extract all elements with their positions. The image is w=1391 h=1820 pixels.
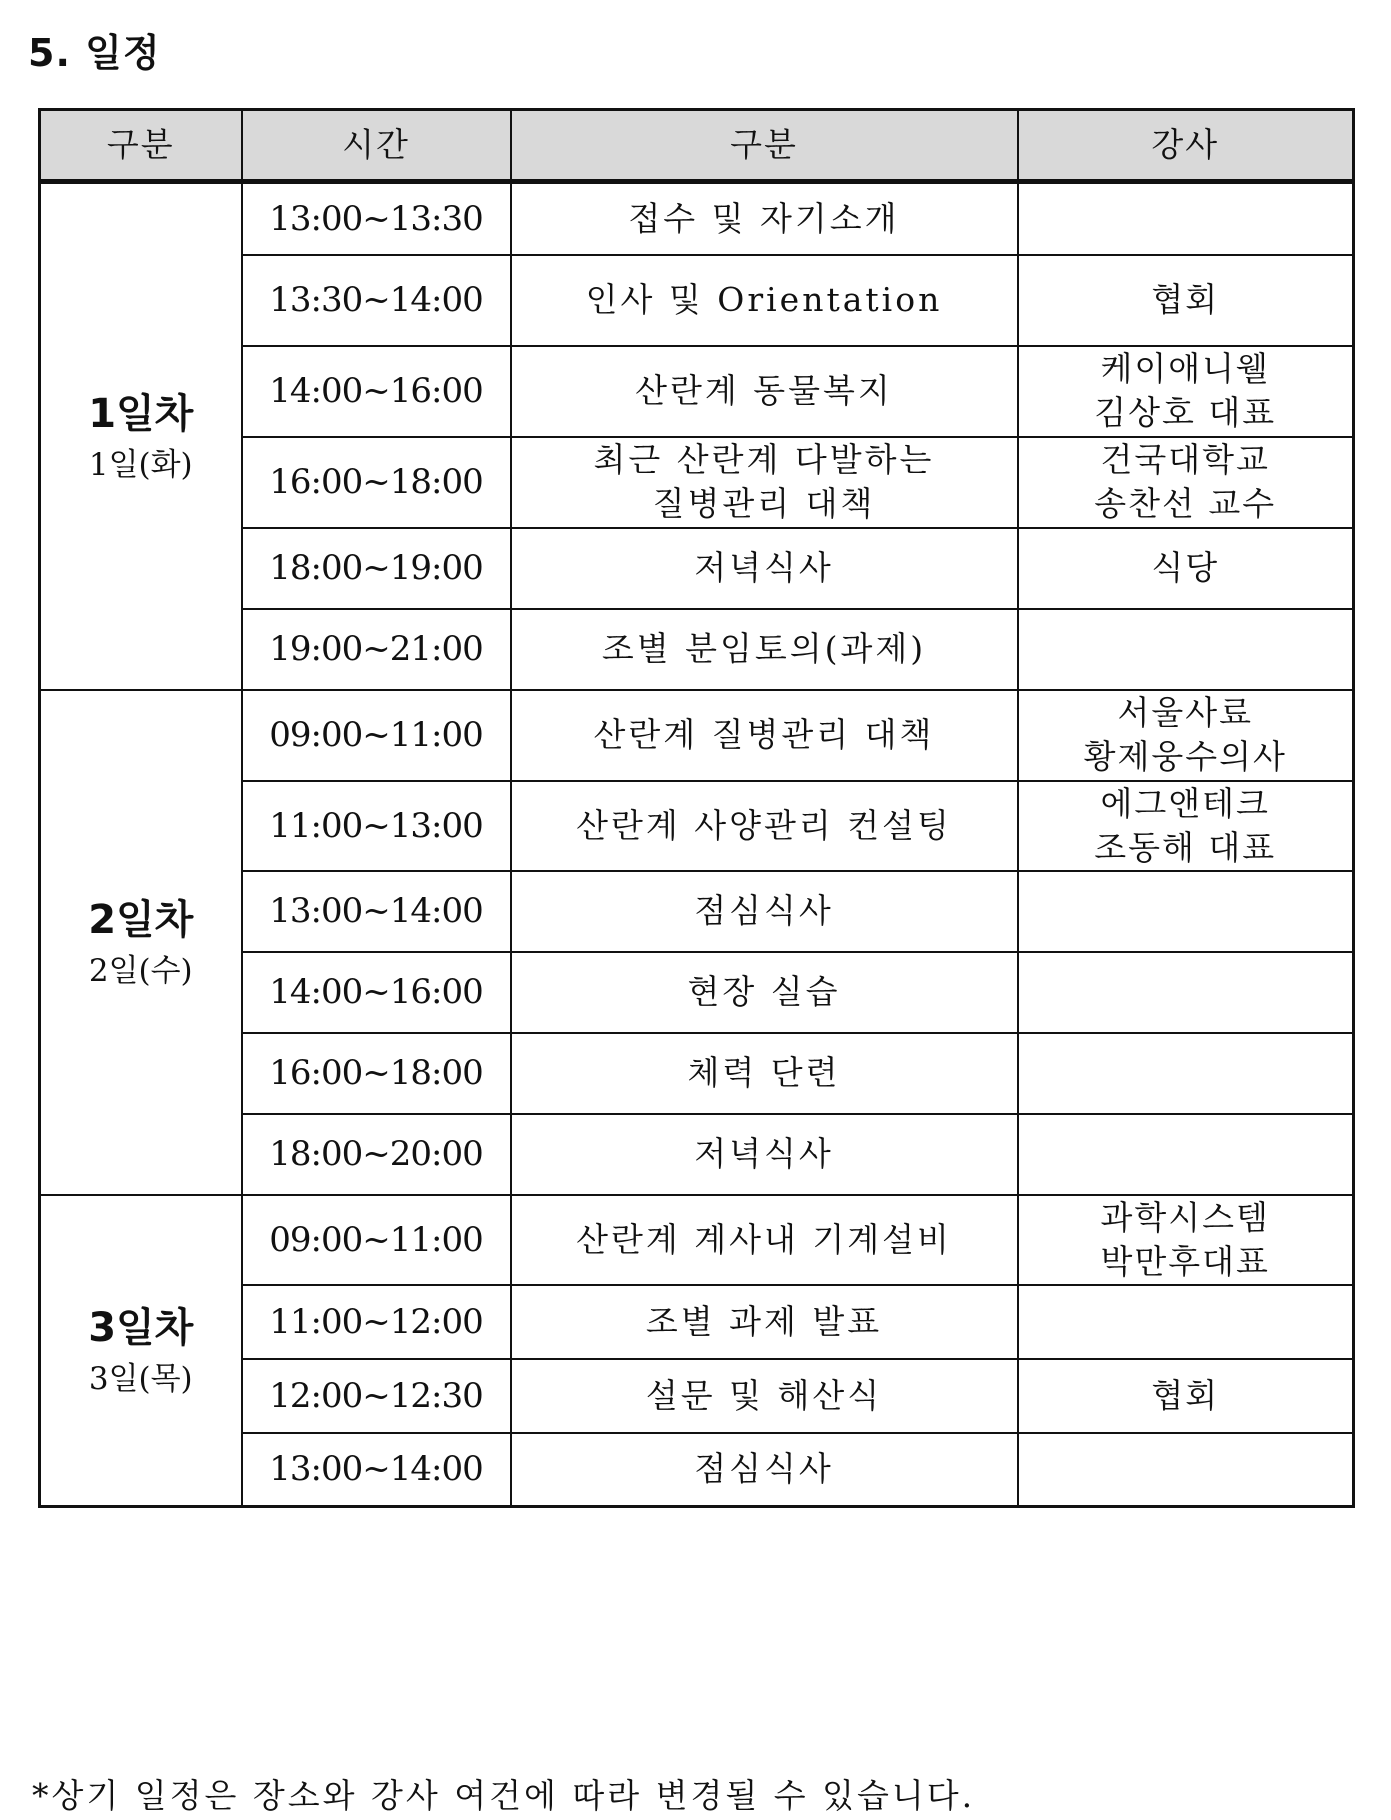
activity-line: 최근 산란계 다발하는 <box>593 440 935 479</box>
activity-cell <box>511 952 1018 1033</box>
activity-cell <box>511 1359 1018 1433</box>
day-cell <box>40 1195 242 1507</box>
header-time: 시간 <box>242 110 511 182</box>
time-cell: 16:00~18:00 <box>242 437 511 528</box>
activity-cell <box>511 1114 1018 1195</box>
activity-cell <box>511 1033 1018 1114</box>
header-row <box>40 110 1354 182</box>
activity-cell <box>511 255 1018 346</box>
instructor-cell <box>1018 182 1354 255</box>
instructor-line: 박만후대표 <box>1100 1241 1270 1281</box>
activity-line: 점심식사 <box>694 891 834 930</box>
activity-cell <box>511 182 1018 255</box>
instructor-line: 과학시스템 <box>1100 1197 1270 1237</box>
time-cell: 18:00~19:00 <box>242 528 511 609</box>
time-cell: 13:30~14:00 <box>242 255 511 346</box>
activity-cell <box>511 1285 1018 1359</box>
schedule-table <box>38 108 1355 1508</box>
header-content: 구분 <box>511 110 1018 182</box>
activity-cell <box>511 1433 1018 1507</box>
instructor-cell <box>1018 952 1354 1033</box>
time-cell: 13:00~13:30 <box>242 182 511 255</box>
activity-cell <box>511 781 1018 871</box>
activity-cell <box>511 1195 1018 1285</box>
time-cell: 12:00~12:30 <box>242 1359 511 1433</box>
activity-line: 인사 및 Orientation <box>585 280 943 319</box>
activity-cell <box>511 346 1018 437</box>
day-date: 1일(화) <box>88 447 193 484</box>
day-cell <box>40 690 242 1195</box>
activity-line: 산란계 동물복지 <box>635 371 893 410</box>
instructor-cell <box>1018 1195 1354 1285</box>
instructor-line: 서울사료 <box>1117 693 1253 732</box>
instructor-cell <box>1018 871 1354 952</box>
time-cell: 09:00~11:00 <box>242 1195 511 1285</box>
table-row <box>40 690 1354 781</box>
day-title: 3일차 <box>88 1305 194 1352</box>
day-title: 2일차 <box>88 897 194 943</box>
activity-line: 점심식사 <box>694 1449 834 1489</box>
time-cell: 11:00~12:00 <box>242 1285 511 1359</box>
activity-line: 산란계 사양관리 컨설팅 <box>576 805 952 845</box>
instructor-line: 김상호 대표 <box>1094 393 1277 432</box>
activity-cell <box>511 871 1018 952</box>
instructor-line: 협회 <box>1151 1375 1220 1415</box>
instructor-cell <box>1018 255 1354 346</box>
instructor-cell <box>1018 690 1354 781</box>
day-cell <box>40 182 242 690</box>
header-instructor: 강사 <box>1018 110 1354 182</box>
instructor-cell <box>1018 1359 1354 1433</box>
instructor-line: 협회 <box>1151 280 1220 319</box>
activity-cell <box>511 609 1018 690</box>
activity-line: 저녁식사 <box>694 1134 834 1173</box>
time-cell: 19:00~21:00 <box>242 609 511 690</box>
activity-line: 저녁식사 <box>694 548 834 587</box>
activity-cell <box>511 690 1018 781</box>
activity-line: 산란계 질병관리 대책 <box>593 715 935 754</box>
schedule-body <box>40 182 1354 1507</box>
time-cell: 11:00~13:00 <box>242 781 511 871</box>
activity-line: 설문 및 해산식 <box>645 1375 883 1415</box>
time-cell: 13:00~14:00 <box>242 1433 511 1507</box>
instructor-line: 케이애니웰 <box>1100 349 1270 388</box>
instructor-cell <box>1018 781 1354 871</box>
instructor-cell <box>1018 437 1354 528</box>
table-row <box>40 182 1354 255</box>
time-cell: 14:00~16:00 <box>242 346 511 437</box>
instructor-line: 황제웅수의사 <box>1083 737 1287 776</box>
instructor-cell <box>1018 1285 1354 1359</box>
instructor-cell <box>1018 1114 1354 1195</box>
footnote: *상기 일정은 장소와 강사 여건에 따라 변경될 수 있습니다. <box>32 1776 976 1815</box>
instructor-line: 건국대학교 <box>1100 440 1270 479</box>
instructor-cell <box>1018 1033 1354 1114</box>
instructor-cell <box>1018 528 1354 609</box>
day-title: 1일차 <box>88 391 194 438</box>
day-date: 2일(수) <box>88 953 193 989</box>
activity-line: 조별 과제 발표 <box>645 1301 883 1341</box>
activity-line: 조별 분임토의(과제) <box>601 629 927 668</box>
time-cell: 14:00~16:00 <box>242 952 511 1033</box>
instructor-cell <box>1018 346 1354 437</box>
instructor-line: 식당 <box>1151 548 1220 587</box>
activity-cell <box>511 528 1018 609</box>
activity-line: 체력 단련 <box>687 1053 841 1092</box>
time-cell: 09:00~11:00 <box>242 690 511 781</box>
instructor-cell <box>1018 1433 1354 1507</box>
time-cell: 13:00~14:00 <box>242 871 511 952</box>
section-title: 5. 일정 <box>28 31 161 75</box>
instructor-line: 에그앤테크 <box>1100 783 1270 823</box>
activity-line: 산란계 계사내 기계설비 <box>576 1219 952 1259</box>
activity-cell <box>511 437 1018 528</box>
instructor-cell <box>1018 609 1354 690</box>
activity-line: 질병관리 대책 <box>652 484 876 523</box>
time-cell: 16:00~18:00 <box>242 1033 511 1114</box>
activity-line: 현장 실습 <box>687 972 841 1011</box>
time-cell: 18:00~20:00 <box>242 1114 511 1195</box>
activity-line: 접수 및 자기소개 <box>628 198 900 238</box>
day-date: 3일(목) <box>88 1361 193 1398</box>
instructor-line: 송찬선 교수 <box>1094 484 1277 523</box>
header-category: 구분 <box>40 110 242 182</box>
table-row <box>40 1195 1354 1285</box>
instructor-line: 조동해 대표 <box>1094 827 1277 867</box>
